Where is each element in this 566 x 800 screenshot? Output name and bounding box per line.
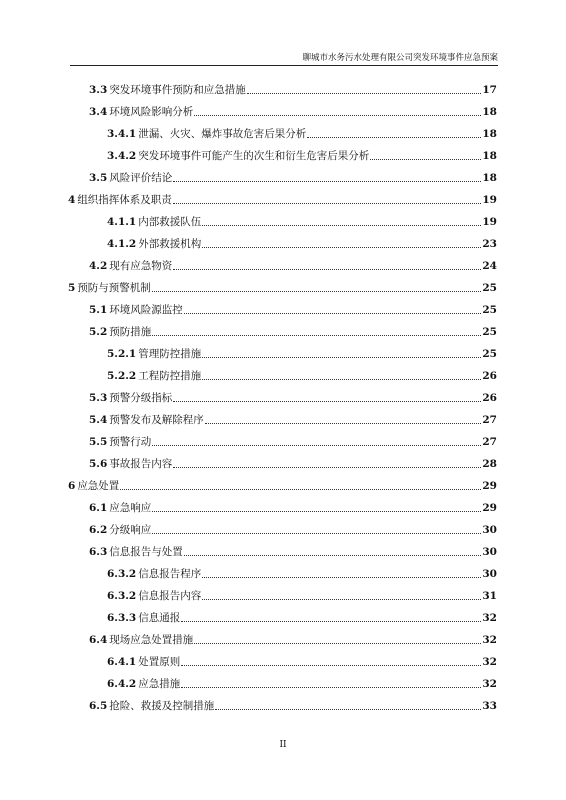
toc-entry-page: 25 xyxy=(482,304,497,316)
toc-entry-title: 内部救援队伍 xyxy=(138,216,202,228)
toc-entry-title: 预警行动 xyxy=(109,436,152,448)
dot-leader xyxy=(173,203,482,204)
toc-entry-page: 30 xyxy=(482,524,497,536)
toc-entry-page: 18 xyxy=(482,106,497,118)
toc-entry-number: 5.1 xyxy=(89,304,108,316)
dot-leader xyxy=(184,555,482,556)
dot-leader xyxy=(202,247,481,248)
toc-entry[interactable] xyxy=(0,213,566,229)
toc-entry-number: 6.3 xyxy=(89,546,108,558)
toc-entry[interactable] xyxy=(0,191,566,207)
dot-leader xyxy=(184,313,482,314)
toc-entry[interactable] xyxy=(0,389,566,405)
toc-entry-title: 信息报告内容 xyxy=(138,590,202,602)
toc-entry-title: 外部救援机构 xyxy=(138,238,202,250)
dot-leader xyxy=(194,643,481,644)
toc-entry-number: 6 xyxy=(68,480,76,492)
dot-leader xyxy=(152,445,481,446)
toc-entry-page: 32 xyxy=(482,612,497,624)
toc-entry-number: 6.3.2 xyxy=(107,590,137,602)
toc-entry[interactable] xyxy=(0,323,566,339)
toc-entry[interactable] xyxy=(0,697,566,713)
toc-entry[interactable] xyxy=(0,81,566,97)
toc-entry-title: 信息通报 xyxy=(138,612,181,624)
toc-entry[interactable] xyxy=(0,587,566,603)
toc-entry[interactable] xyxy=(0,125,566,141)
toc-entry-page: 27 xyxy=(482,436,497,448)
dot-leader xyxy=(202,379,481,380)
toc-entry-title: 分级响应 xyxy=(109,524,152,536)
dot-leader xyxy=(202,577,481,578)
toc-entry[interactable] xyxy=(0,653,566,669)
running-header: 聊城市水务污水处理有限公司突发环境事件应急预案 xyxy=(302,53,498,63)
toc-entry-page: 33 xyxy=(482,700,497,712)
toc-entry-title: 处置原则 xyxy=(138,656,181,668)
toc-entry-page: 27 xyxy=(482,414,497,426)
toc-entry-number: 4 xyxy=(68,194,76,206)
dot-leader xyxy=(202,357,481,358)
toc-entry[interactable] xyxy=(0,169,566,185)
toc-entry-page: 18 xyxy=(482,150,497,162)
toc-entry-title: 环境风险影响分析 xyxy=(109,106,194,118)
toc-entry-page: 30 xyxy=(482,568,497,580)
toc-entry-page: 19 xyxy=(482,194,497,206)
dot-leader xyxy=(194,115,481,116)
toc-entry-title: 工程防控措施 xyxy=(138,370,202,382)
toc-entry-page: 32 xyxy=(482,634,497,646)
toc-entry-number: 3.3 xyxy=(89,84,108,96)
dot-leader xyxy=(215,709,481,710)
toc-entry-page: 18 xyxy=(482,172,497,184)
toc-entry-number: 6.3.2 xyxy=(107,568,137,580)
toc-entry-title: 抢险、救援及控制措施 xyxy=(109,700,215,712)
dot-leader xyxy=(181,621,481,622)
toc-entry-page: 25 xyxy=(482,282,497,294)
toc-entry-page: 31 xyxy=(482,590,497,602)
toc-entry-title: 管理防控措施 xyxy=(138,348,202,360)
toc-entry[interactable] xyxy=(0,367,566,383)
toc-entry[interactable] xyxy=(0,301,566,317)
toc-entry-page: 17 xyxy=(482,84,497,96)
toc-entry-title: 预防与预警机制 xyxy=(77,282,151,294)
toc-entry-page: 26 xyxy=(482,392,497,404)
toc-entry-title: 应急处置 xyxy=(77,480,120,492)
toc-entry-title: 预警分级指标 xyxy=(109,392,173,404)
dot-leader xyxy=(247,93,482,94)
toc-entry[interactable] xyxy=(0,235,566,251)
toc-entry-number: 5 xyxy=(68,282,76,294)
toc-entry-number: 3.5 xyxy=(89,172,108,184)
toc-entry[interactable] xyxy=(0,455,566,471)
dot-leader xyxy=(202,599,481,600)
toc-entry-number: 5.2 xyxy=(89,326,108,338)
toc-entry-title: 信息报告与处置 xyxy=(109,546,183,558)
toc-entry-number: 5.4 xyxy=(89,414,108,426)
toc-entry-page: 25 xyxy=(482,326,497,338)
toc-entry-number: 5.2.2 xyxy=(107,370,137,382)
dot-leader xyxy=(202,225,481,226)
toc-entry-number: 4.2 xyxy=(89,260,108,272)
toc-entry-page: 29 xyxy=(482,480,497,492)
toc-entry-number: 5.2.1 xyxy=(107,348,137,360)
toc-entry[interactable] xyxy=(0,433,566,449)
toc-entry[interactable] xyxy=(0,631,566,647)
dot-leader xyxy=(173,181,481,182)
toc-entry[interactable] xyxy=(0,521,566,537)
dot-leader xyxy=(120,489,481,490)
toc-entry-number: 4.1.1 xyxy=(107,216,137,228)
toc-entry-number: 3.4.1 xyxy=(107,128,137,140)
toc-entry-number: 5.6 xyxy=(89,458,108,470)
toc-entry-number: 6.1 xyxy=(89,502,108,514)
page-number: II xyxy=(279,740,287,750)
toc-entry[interactable] xyxy=(0,103,566,119)
toc-entry-title: 预防措施 xyxy=(109,326,152,338)
toc-entry-number: 6.4 xyxy=(89,634,108,646)
dot-leader xyxy=(181,687,481,688)
toc-entry-number: 4.1.2 xyxy=(107,238,137,250)
dot-leader xyxy=(173,269,481,270)
toc-entry-number: 3.4.2 xyxy=(107,150,137,162)
toc-entry-page: 32 xyxy=(482,678,497,690)
toc-entry-title: 信息报告程序 xyxy=(138,568,202,580)
toc-entry-page: 32 xyxy=(482,656,497,668)
toc-entry-page: 26 xyxy=(482,370,497,382)
dot-leader xyxy=(173,467,481,468)
dot-leader xyxy=(173,401,481,402)
toc-entry-title: 环境风险源监控 xyxy=(109,304,183,316)
toc-entry-title: 突发环境事件预防和应急措施 xyxy=(109,84,246,96)
toc-entry[interactable] xyxy=(0,543,566,559)
dot-leader xyxy=(152,291,482,292)
toc-entry[interactable] xyxy=(0,257,566,273)
toc-entry[interactable] xyxy=(0,565,566,581)
toc-entry-number: 6.4.2 xyxy=(107,678,137,690)
toc-entry-page: 28 xyxy=(482,458,497,470)
dot-leader xyxy=(152,511,481,512)
dot-leader xyxy=(152,533,481,534)
toc-entry-title: 现场应急处置措施 xyxy=(109,634,194,646)
dot-leader xyxy=(205,423,482,424)
toc-entry-page: 24 xyxy=(482,260,497,272)
dot-leader xyxy=(181,665,481,666)
toc-entry-page: 29 xyxy=(482,502,497,514)
toc-entry-number: 6.3.3 xyxy=(107,612,137,624)
toc-entry-number: 6.4.1 xyxy=(107,656,137,668)
toc-entry-page: 25 xyxy=(482,348,497,360)
toc-entry-number: 5.5 xyxy=(89,436,108,448)
toc-entry[interactable] xyxy=(0,279,566,295)
toc-entry-page: 19 xyxy=(482,216,497,228)
toc-entry-title: 组织指挥体系及职责 xyxy=(77,194,172,206)
toc-entry-number: 3.4 xyxy=(89,106,108,118)
toc-entry[interactable] xyxy=(0,499,566,515)
dot-leader xyxy=(152,335,481,336)
dot-leader xyxy=(307,137,481,138)
toc-entry[interactable] xyxy=(0,147,566,163)
toc-entry-title: 应急响应 xyxy=(109,502,152,514)
toc-entry[interactable] xyxy=(0,609,566,625)
toc-entry[interactable] xyxy=(0,411,566,427)
toc-entry-number: 6.5 xyxy=(89,700,108,712)
toc-entry-number: 6.2 xyxy=(89,524,108,536)
dot-leader xyxy=(370,159,481,160)
toc-entry-title: 突发环境事件可能产生的次生和衍生危害后果分析 xyxy=(138,150,370,162)
toc-entry-number: 5.3 xyxy=(89,392,108,404)
toc-entry-page: 30 xyxy=(482,546,497,558)
toc-entry-title: 预警发布及解除程序 xyxy=(109,414,204,426)
header-rule xyxy=(70,65,498,66)
toc-entry-page: 18 xyxy=(482,128,497,140)
toc-entry[interactable] xyxy=(0,345,566,361)
toc-entry[interactable] xyxy=(0,675,566,691)
toc-entry[interactable] xyxy=(0,477,566,493)
toc-entry-title: 应急措施 xyxy=(138,678,181,690)
toc-entry-title: 事故报告内容 xyxy=(109,458,173,470)
toc-entry-title: 泄漏、火灾、爆炸事故危害后果分析 xyxy=(138,128,307,140)
toc-entry-title: 现有应急物资 xyxy=(109,260,173,272)
toc-entry-page: 23 xyxy=(482,238,497,250)
toc-entry-title: 风险评价结论 xyxy=(109,172,173,184)
